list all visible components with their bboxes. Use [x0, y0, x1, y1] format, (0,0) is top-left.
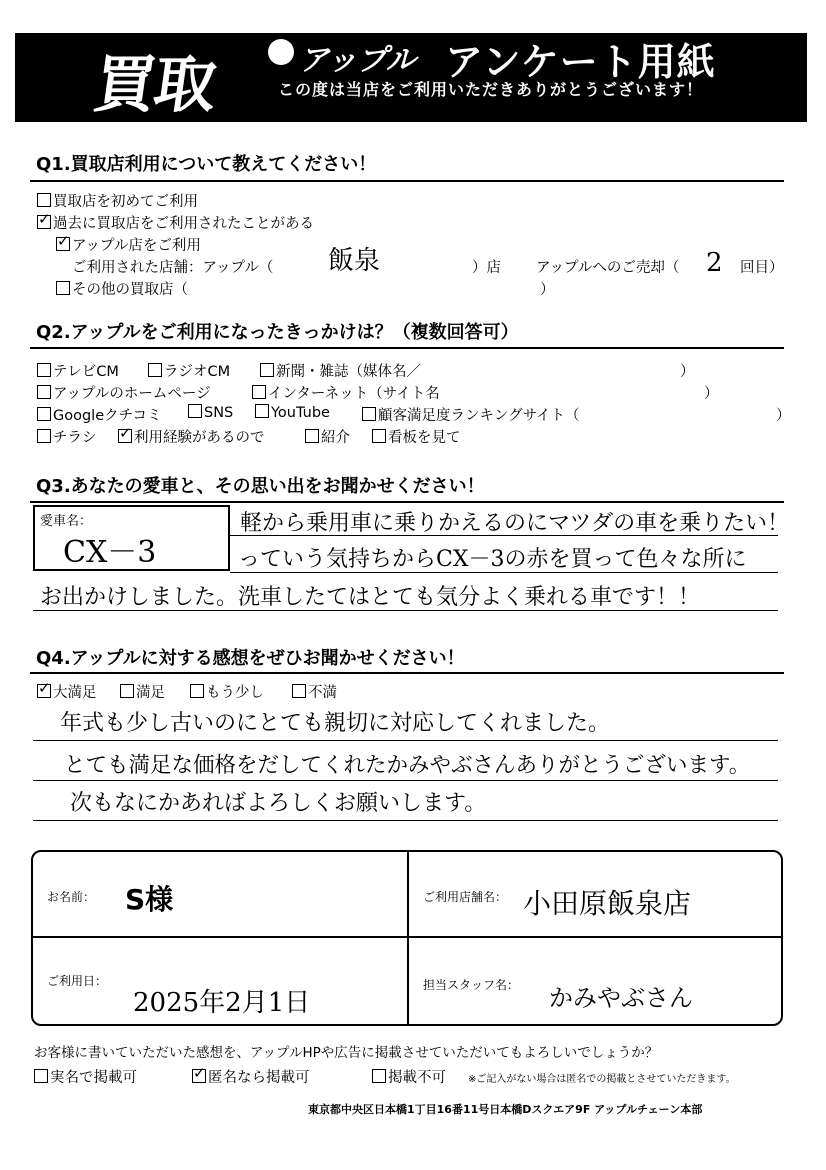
q4-title: Q4.アップルに対する感想をぜひお聞かせください！: [36, 648, 465, 669]
checkbox-checked[interactable]: [37, 215, 51, 229]
q2-referral[interactable]: 紹介: [305, 426, 350, 447]
q2-title: Q2.アップルをご利用になったきっかけは？（複数回答可）: [36, 322, 519, 343]
q2-close-3: ）: [776, 408, 791, 424]
q1-option-apple[interactable]: ✓アップル店をご利用: [56, 234, 201, 255]
q3-memory-line-2: っていう気持ちからCX－3の赤を買って色々な所に: [238, 547, 747, 572]
q4-very-satisfied[interactable]: ✓大満足: [37, 681, 97, 702]
q2-youtube[interactable]: YouTube: [255, 404, 330, 421]
checkbox[interactable]: [120, 684, 134, 698]
checkbox[interactable]: [372, 1069, 386, 1083]
checkbox[interactable]: [188, 404, 202, 418]
q4-unsatisfied[interactable]: 不満: [292, 681, 337, 702]
store-value[interactable]: 小田原飯泉店: [523, 887, 692, 920]
store-label: ご利用店舗名：: [423, 890, 508, 904]
checkbox[interactable]: [292, 684, 306, 698]
name-value[interactable]: S様: [125, 883, 174, 916]
header-banner: [15, 33, 807, 122]
checkbox[interactable]: [372, 429, 386, 443]
car-name-box[interactable]: [33, 505, 230, 571]
checkbox[interactable]: [252, 385, 266, 399]
checkbox[interactable]: [305, 429, 319, 443]
q2-sns[interactable]: SNS: [188, 404, 233, 421]
checkbox[interactable]: [362, 407, 376, 421]
publish-anonymous[interactable]: ✓ 匿名なら掲載可: [192, 1066, 310, 1087]
date-value[interactable]: 2025年2月1日: [133, 988, 311, 1018]
q1-option-other[interactable]: その他の買取店（: [56, 278, 188, 299]
checkbox[interactable]: [37, 385, 51, 399]
q3-memory-line-3: お出かけしました。洗車したてはとても気分よく乗れる車です！！: [40, 585, 701, 610]
checkbox[interactable]: [37, 407, 51, 421]
publish-no[interactable]: 掲載不可: [372, 1066, 446, 1087]
checkbox[interactable]: [56, 281, 70, 295]
checkbox-checked[interactable]: [192, 1069, 206, 1083]
page-subtitle: この度は当店をご利用いただきありがとうございます！: [278, 80, 704, 99]
q1-store-value: 飯泉: [328, 246, 381, 276]
q1-count-label: アップルへのご売却（: [536, 260, 680, 276]
staff-value[interactable]: かみやぶさん: [549, 984, 693, 1012]
apple-logo-text: アップル: [299, 43, 416, 78]
q4-comment-line-3: 次もなにかあればよろしくお願いします。: [70, 791, 487, 816]
checkbox[interactable]: [148, 363, 162, 377]
checkbox[interactable]: [260, 363, 274, 377]
q2-experience[interactable]: ✓ 利用経験があるので: [118, 426, 265, 447]
checkbox-checked[interactable]: [56, 237, 70, 251]
q2-google[interactable]: Googleクチコミ: [37, 404, 162, 425]
q2-ranking[interactable]: 顧客満足度ランキングサイト（: [362, 404, 580, 425]
q2-tv[interactable]: テレビCM: [37, 360, 119, 381]
apple-logo-icon: [268, 39, 294, 65]
date-label: ご利用日：: [47, 974, 108, 988]
checkbox-checked[interactable]: [37, 684, 51, 698]
publish-question: お客様に書いていただいた感想を、アップルHPや広告に掲載させていただいてもよろしいでしょうか？: [34, 1045, 659, 1061]
q4-satisfied[interactable]: 満足: [120, 681, 165, 702]
hq-address: 東京都中央区日本橋1丁目16番11号日本橋Dスクエア9F アップルチェーン本部: [308, 1103, 703, 1116]
q1-other-close: ）: [540, 282, 555, 298]
q1-count-suffix: 回目）: [740, 260, 784, 276]
q4-comment-line-2: とても満足な価格をだしてくれたかみやぶさんありがとうございます。: [64, 753, 751, 778]
q2-newspaper[interactable]: 新聞・雑誌（媒体名／: [260, 360, 421, 381]
q2-signboard[interactable]: 看板を見て: [372, 426, 461, 447]
q1-store-suffix: ）店: [472, 260, 501, 276]
publish-note: ※ご記入がない場合は匿名での掲載とさせていただきます。: [468, 1074, 736, 1085]
checkbox[interactable]: [34, 1069, 48, 1083]
car-name-label: 愛車名：: [40, 514, 93, 529]
q4-so-so[interactable]: もう少し: [190, 681, 264, 702]
q3-title: Q3.あなたの愛車と、その思い出をお聞かせください！: [36, 476, 485, 497]
name-label: お名前：: [47, 890, 96, 904]
q4-comment-line-1: 年式も少し古いのにとても親切に対応してくれました。: [60, 711, 611, 736]
checkbox[interactable]: [37, 193, 51, 207]
q2-flyer[interactable]: チラシ: [37, 426, 97, 447]
q1-title: Q1.買取店利用について教えてください！: [36, 154, 377, 175]
checkbox[interactable]: [255, 404, 269, 418]
car-name-value: CX－3: [63, 535, 157, 570]
page-title: アンケート用紙: [445, 40, 716, 84]
q2-close-1: ）: [680, 364, 695, 380]
q1-option-past[interactable]: ✓過去に買取店をご利用されたことがある: [37, 212, 314, 233]
checkbox[interactable]: [190, 684, 204, 698]
q2-radio[interactable]: ラジオCM: [148, 360, 230, 381]
q2-close-2: ）: [704, 386, 719, 402]
q3-memory-line-1: 軽から乗用車に乗りかえるのにマツダの車を乗りたい！: [240, 511, 790, 536]
checkbox[interactable]: [37, 429, 51, 443]
publish-real-name[interactable]: 実名で掲載可: [34, 1066, 137, 1087]
q1-count-value: 2: [706, 248, 723, 278]
staff-label: 担当スタッフ名：: [423, 978, 520, 992]
q2-homepage[interactable]: アップルのホームページ: [37, 382, 211, 403]
customer-info-box: [31, 850, 783, 1026]
q1-option-first[interactable]: 買取店を初めてご利用: [37, 190, 198, 211]
checkbox[interactable]: [37, 363, 51, 377]
checkbox-checked[interactable]: [118, 429, 132, 443]
q2-internet[interactable]: インターネット（サイト名: [252, 382, 440, 403]
kaitori-logo: 買取: [89, 48, 220, 121]
q1-store-label: ご利用された店舗：アップル（: [72, 260, 274, 276]
